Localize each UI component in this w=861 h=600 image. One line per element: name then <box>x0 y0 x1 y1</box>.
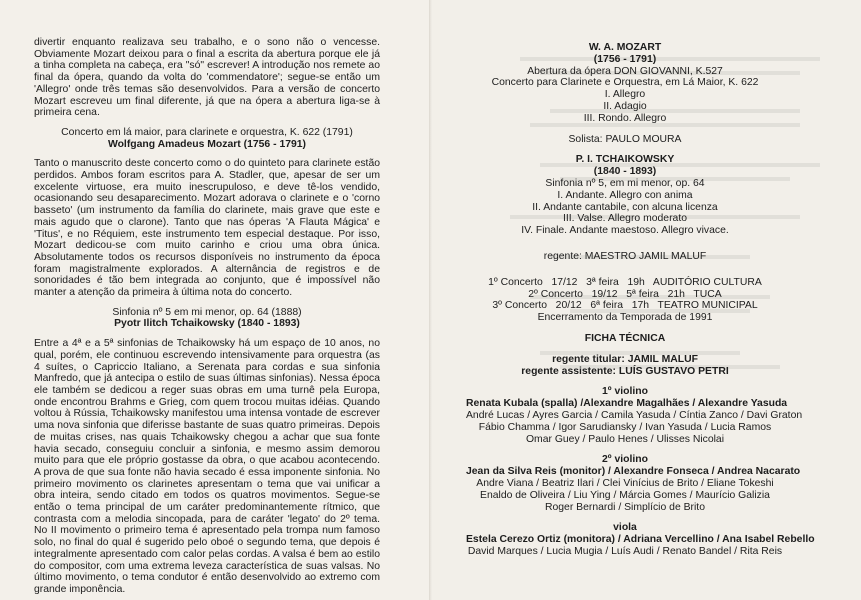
soloist: Solista: PAULO MOURA <box>568 133 682 145</box>
movement-1: I. Allegro <box>604 89 646 101</box>
mozart-overture-paragraph: divertir enquanto realizava seu trabalho, e o sono não o vencesse. Obviamente Mozart deixou para o final a escrita da abertura porque ele já a tinha completa na cabeça, era "só" escrever! A introdução nos remete ao final da ópera, quando da volta do 'commendatore'; segue-se então um 'Allegro' onde três temas são desenvolvidos. Para a versão de concerto Mozart escreveu um final diferente, já que na ópera a abertura liga-se à primeira cena. <box>34 37 380 119</box>
movement-sym-2: II. Andante cantabile, con alcuna licenza <box>532 201 718 213</box>
concert-2: 2º Concerto 19/12 5ª feira 21h TUCA <box>528 288 722 300</box>
spacer <box>34 150 380 158</box>
clarinet-concerto-heading: Concerto em lá maior, para clarinete e orquestra, K. 622 (1791) <box>61 126 353 138</box>
second-violin-line-2: Andre Viana / Beatriz Ilari / Clei Vinícius de Brito / Eliane Tokeshi <box>476 477 774 489</box>
symphony-heading: Sinfonia nº 5 em mi menor, op. 64 (1888) <box>112 306 302 318</box>
first-violin-line-1 <box>466 398 788 410</box>
mozart-name-heading: Wolfgang Amadeus Mozart (1756 - 1791) <box>107 138 307 150</box>
spacer <box>466 263 784 277</box>
season-closing: Encerramento da Temporada de 1991 <box>537 312 713 324</box>
work-don-giovanni: Abertura da ópera DON GIOVANNI, K.527 <box>527 65 723 77</box>
right-column-program <box>466 42 815 558</box>
spacer <box>466 237 784 251</box>
spacer <box>34 119 380 127</box>
work-clarinet-concerto: Concerto para Clarinete e Orquestra, em Lá Maior, K. 622 <box>491 77 759 89</box>
first-violin-line-2: André Lucas / Ayres Garcia / Camila Yasuda / Cíntia Zanco / Davi Graton <box>466 409 803 421</box>
viola-names-1: Estela Cerezo Ortiz (monitora) / Adriana Vercellino / Ana Isabel Rebello <box>466 534 815 546</box>
movement-sym-3: III. Valse. Allegro moderato <box>563 213 687 225</box>
spacer <box>466 345 784 354</box>
regente-assistente: regente assistente: LUÍS GUSTAVO PETRI <box>521 365 729 377</box>
second-violin-names-1: Jean da Silva Reis (monitor) / Alexandre Fonseca / Andrea Nacarato <box>466 466 801 478</box>
spacer <box>466 513 784 522</box>
concert-3: 3º Concerto 20/12 6ª feira 17h TEATRO MUNICIPAL <box>492 300 758 312</box>
spacer <box>466 145 784 154</box>
spacer <box>466 324 784 333</box>
movement-sym-4: IV. Finale. Andante maestoso. Allegro vivace. <box>521 225 729 237</box>
movement-3: III. Rondo. Allegro <box>583 112 667 124</box>
first-violin-line-3: Fábio Chamma / Igor Sarudiansky / Ivan Yasuda / Lucia Ramos <box>478 421 772 433</box>
second-violin-line-3: Enaldo de Oliveira / Liu Ying / Márcia Gomes / Maurício Galizia <box>480 489 770 501</box>
symphony-paragraph: Entre a 4ª e a 5ª sinfonias de Tchaikowsky há um espaço de 10 anos, no qual, porém, ele continuou escrevendo intensivamente para orquestra (as 4 suítes, o Capriccio Italiano, a Serenata para cordas e sua sinfonia Manfredo, que já antecipa o estilo de suas últimas sinfonias). Nessa época ele também se dedicou a reger suas obras em uma turnê pela Europa, onde encontrou Brahms e Grieg, com quem trocou muitas idéias. Quando voltou à Rússia, Tchaikowsky manifestou uma intensa vontade de escrever uma nova sinfonia que diferisse bastante de suas quatro primeiras. Depois de muitas crises, nas quais Tchaikowsky chegou a achar que sua fonte havia secado, conseguiu concluir a sinfonia, e mesmo assim demorou muito para que ele próprio gostasse da obra, o que acabou acontecendo. A prova de que sua fonte não havia secado é essa imponente sinfonia. No primeiro movimento os clarinetes apresentam o tema que vai unificar a obra inteira, sendo citado em todos os quatros movimentos. Segue-se então o tema principal de um caráter predominantemente rítmico, que contrasta com a melodia sincopada, para de caráter 'legato' do 2º tema. No II movimento o primeiro tema é apresentado pela trompa num famoso solo, no final do qual é sugerido pelo oboé o segundo tema, que depois é integralmente apresentado com calor pelas cordas. A valsa é bem ao estilo do compositor, com uma extrema leveza característica de suas valsas. No último movimento, o tema condutor é então desenvolvido ao extremo com grande imponência. <box>34 338 380 595</box>
work-symphony-5: Sinfonia nº 5, em mi menor, op. 64 <box>545 177 705 189</box>
spacer <box>466 125 784 134</box>
viola-line-2: David Marques / Lucia Mugia / Luís Audi / Renato Bandel / Rita Reis <box>467 545 783 557</box>
spacer <box>34 299 380 307</box>
movement-2: II. Adagio <box>603 100 647 112</box>
composer-mozart: W. A. MOZART <box>588 42 662 53</box>
first-violin-line-4: Omar Guey / Paulo Henes / Ulisses Nicolai <box>525 433 725 445</box>
left-column-text <box>34 37 380 596</box>
tchaikowsky-name-heading: Pyotr Ilitch Tchaikowsky (1840 - 1893) <box>114 318 300 330</box>
mozart-dates: (1756 - 1791) <box>593 53 657 65</box>
movement-sym-1: I. Andante. Allegro con anima <box>557 189 693 201</box>
spacer <box>466 377 784 386</box>
ficha-tecnica-heading: FICHA TÉCNICA <box>584 332 666 344</box>
second-violin-line-1 <box>466 466 801 478</box>
section-first-violin: 1º violino <box>602 386 648 398</box>
section-second-violin: 2º violino <box>602 454 648 466</box>
tchaikowsky-dates: (1840 - 1893) <box>593 166 657 178</box>
first-violin-names-1: Renata Kubala (spalla) /Alexandre Magalhães / Alexandre Yasuda <box>466 398 788 410</box>
second-violin-line-4: Roger Bernardi / Simplício de Brito <box>545 501 705 513</box>
spacer <box>466 445 784 454</box>
spacer <box>34 330 380 338</box>
concert-1: 1º Concerto 17/12 3ª feira 19h AUDITÓRIO CULTURA <box>488 276 762 288</box>
regente-titular: regente titular: JAMIL MALUF <box>552 353 698 365</box>
composer-tchaikowsky: P. I. TCHAIKOWSKY <box>575 154 675 166</box>
clarinet-concerto-paragraph: Tanto o manuscrito deste concerto como o do quinteto para clarinete estão perdidos. Ambos foram escritos para A. Stadler, que, apesar de ser um excelente virtuose, era muito inescrupuloso, e deve tê-los vendido, ocasionando seu desaparecimento. Mozart adorava o clarinete e o 'corno basseto' (um instrumento da família do clarinete, mais grave que este e mais agudo que o clarone). Tanto que nas óperas 'A Flauta Mágica' e 'Titus', e no Réquiem, este instrumento tem especial destaque. Por isso, Mozart dedicou-se com muito carinho e criou uma obra única. Absolutamente todos os recursos disponíveis no instrumento da época foram magistralmente explorados. A alternância de registros e de sonoridades é tão bem integrada ao conjunto, que é impossível não manter a atenção da primeira à última nota do concerto. <box>34 158 380 299</box>
section-viola: viola <box>613 522 637 534</box>
conductor: regente: MAESTRO JAMIL MALUF <box>543 250 707 262</box>
viola-line-1 <box>466 534 815 546</box>
page-fold <box>429 0 432 600</box>
